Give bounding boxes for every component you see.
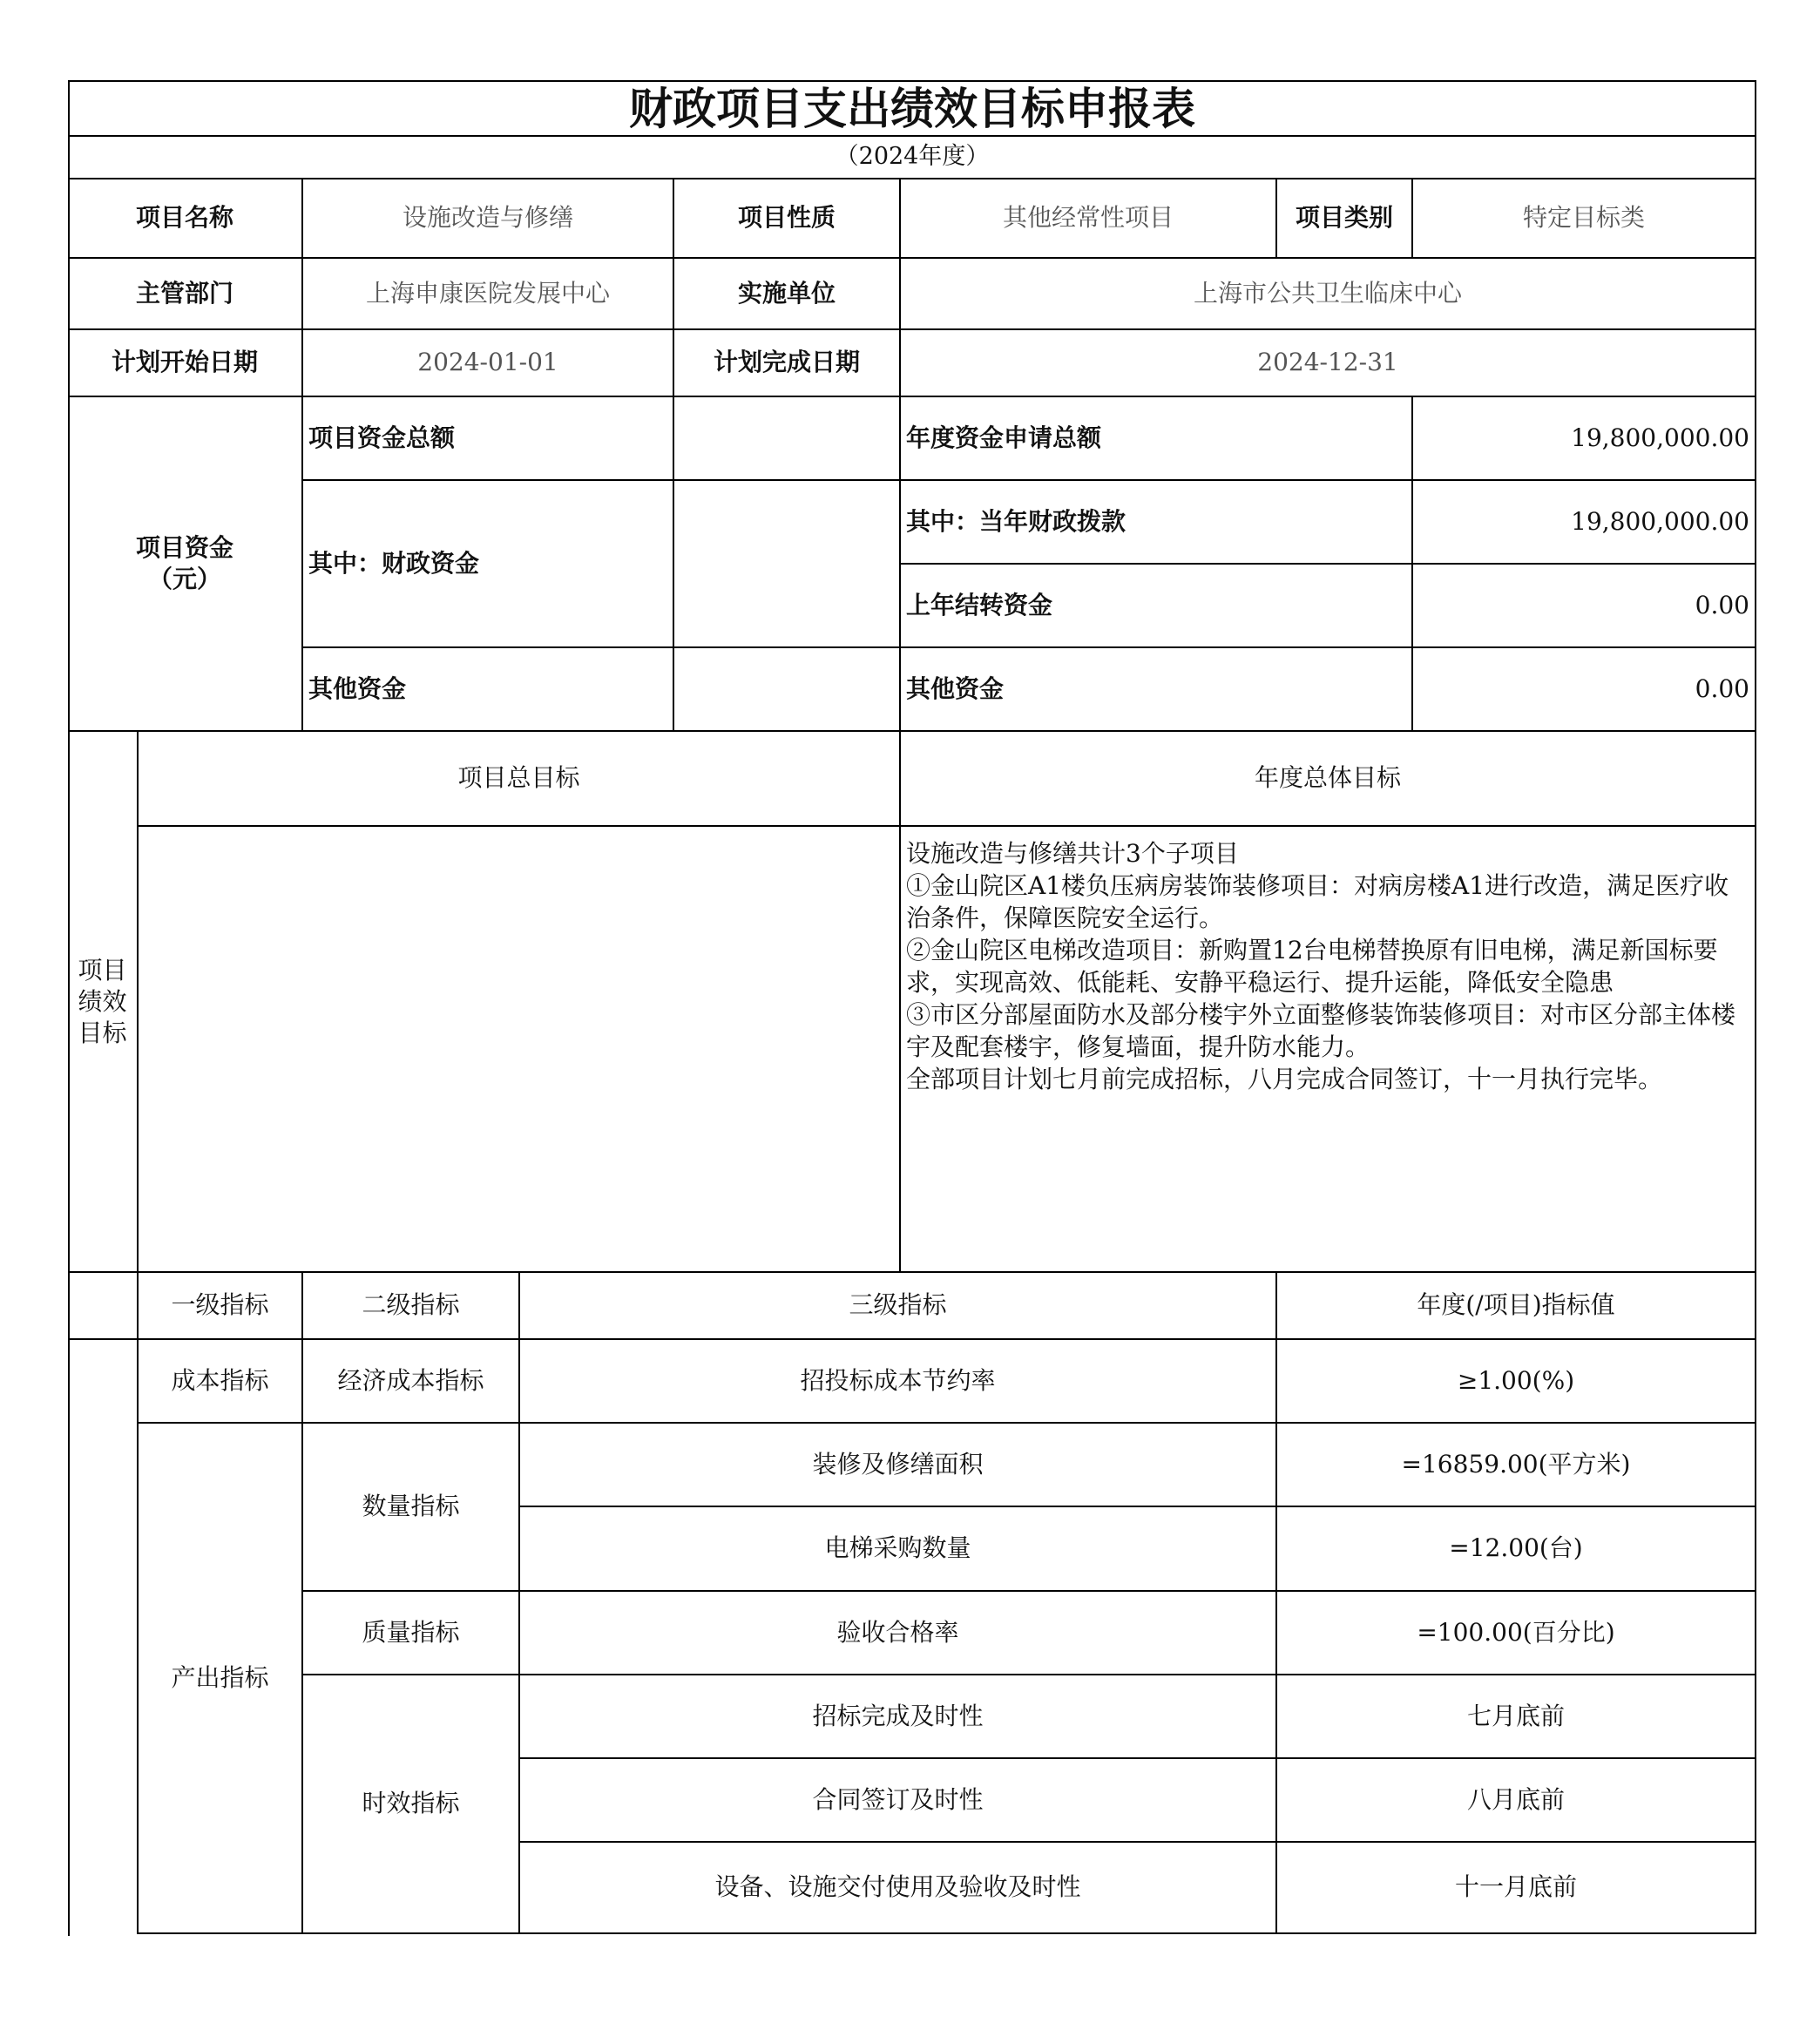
other-funds-label: 其他资金 [308,673,407,703]
timeliness-contract-l3: 合同签订及时性 [812,1784,984,1814]
total-funds-value [674,397,899,479]
performance-target-form [68,80,1756,1936]
grid-line [1755,80,1756,1934]
fiscal-year: （2024年度） [835,143,990,171]
quantity-indicator-l2: 数量指标 [362,1492,460,1521]
start-date-value: 2024-01-01 [417,348,558,377]
unit-value: 上海市公共卫生临床中心 [1193,278,1462,308]
quality-pass-rate-l3: 验收合格率 [836,1617,959,1647]
timeliness-indicator-l2: 时效指标 [362,1789,460,1818]
fiscal-funds-value [674,481,899,646]
end-date-value: 2024-12-31 [1257,348,1398,377]
current-appropriation-label: 其中：当年财政拨款 [906,506,1127,536]
other-funds-value [674,648,899,730]
indicator-value-header: 年度(/项目)指标值 [1417,1290,1615,1320]
project-name-label: 项目名称 [135,203,233,233]
indicator-level1-header: 一级指标 [171,1290,269,1320]
project-category-label: 项目类别 [1295,203,1393,233]
annual-other-funds-label: 其他资金 [906,673,1005,703]
page-title: 财政项目支出绩效目标申报表 [629,82,1195,134]
performance-goals-label: 项目 绩效 目标 [78,955,127,1047]
annual-funds-label: 年度资金申请总额 [906,423,1102,452]
timeliness-delivery-l3: 设备、设施交付使用及验收及时性 [714,1872,1081,1902]
project-name-value: 设施改造与修缮 [402,203,573,233]
start-date-label: 计划开始日期 [111,348,258,377]
cost-indicator-value: ≥1.00(%) [1457,1365,1575,1395]
fiscal-funds-label: 其中：财政资金 [308,548,480,578]
quality-pass-rate-value: =100.00(百分比) [1417,1617,1615,1647]
dept-value: 上海申康医院发展中心 [365,278,610,308]
carryover-funds-label: 上年结转资金 [906,590,1053,619]
timeliness-bidding-l3: 招标完成及时性 [812,1701,984,1730]
cost-indicator-l2: 经济成本指标 [337,1365,484,1395]
quantity-area-l3: 装修及修缮面积 [812,1449,984,1479]
annual-funds-value: 19,800,000.00 [1571,423,1749,452]
indicator-level2-header: 二级指标 [362,1290,460,1320]
current-appropriation-value: 19,800,000.00 [1571,506,1749,536]
project-category-value: 特定目标类 [1522,203,1645,233]
annual-other-funds-value: 0.00 [1695,673,1749,703]
project-nature-label: 项目性质 [737,203,836,233]
unit-label: 实施单位 [737,278,836,308]
grid-line [137,1932,1756,1934]
cost-indicator-l1: 成本指标 [171,1365,269,1395]
quantity-area-value: =16859.00(平方米) [1401,1449,1631,1479]
quantity-elevator-value: =12.00(台) [1449,1533,1583,1563]
quality-indicator-l2: 质量指标 [362,1617,460,1647]
output-indicator-l1: 产出指标 [171,1662,269,1692]
dept-label: 主管部门 [135,278,233,308]
carryover-funds-value: 0.00 [1695,590,1749,619]
indicator-level3-header: 三级指标 [849,1290,947,1320]
funds-label: 项目资金 （元） [135,532,233,593]
end-date-label: 计划完成日期 [713,348,860,377]
annual-goal-text: 设施改造与修缮共计3个子项目 ①金山院区A1楼负压病房装饰装修项目：对病房楼A1进行改造，满足医疗收治条件，保障医院安全运行。 ②金山院区电梯改造项目：新购置12台电梯替换原有旧电梯，满足新国标要求，实现高效、低能耗、安静平稳运行、提升运能，降低安全隐患 ③市区分部屋面防水及部分楼宇外立面整修装饰装修项目：对市区分部主体楼宇及配套楼宇，修复墙面，提升防水能力。 全部项目计划七月前完成招标，八月完成合同签订，十一月执行完毕。 [906,839,1736,1093]
overall-goal-text [139,827,899,1271]
quantity-elevator-l3: 电梯采购数量 [824,1533,971,1563]
total-funds-label: 项目资金总额 [308,423,456,452]
overall-goal-header: 项目总目标 [457,763,580,793]
annual-goal-header: 年度总体目标 [1254,763,1401,793]
timeliness-contract-value: 八月底前 [1466,1784,1565,1814]
timeliness-delivery-value: 十一月底前 [1454,1872,1577,1902]
cost-indicator-l3: 招投标成本节约率 [800,1365,996,1395]
project-nature-value: 其他经常性项目 [1002,203,1174,233]
timeliness-bidding-value: 七月底前 [1466,1701,1565,1730]
